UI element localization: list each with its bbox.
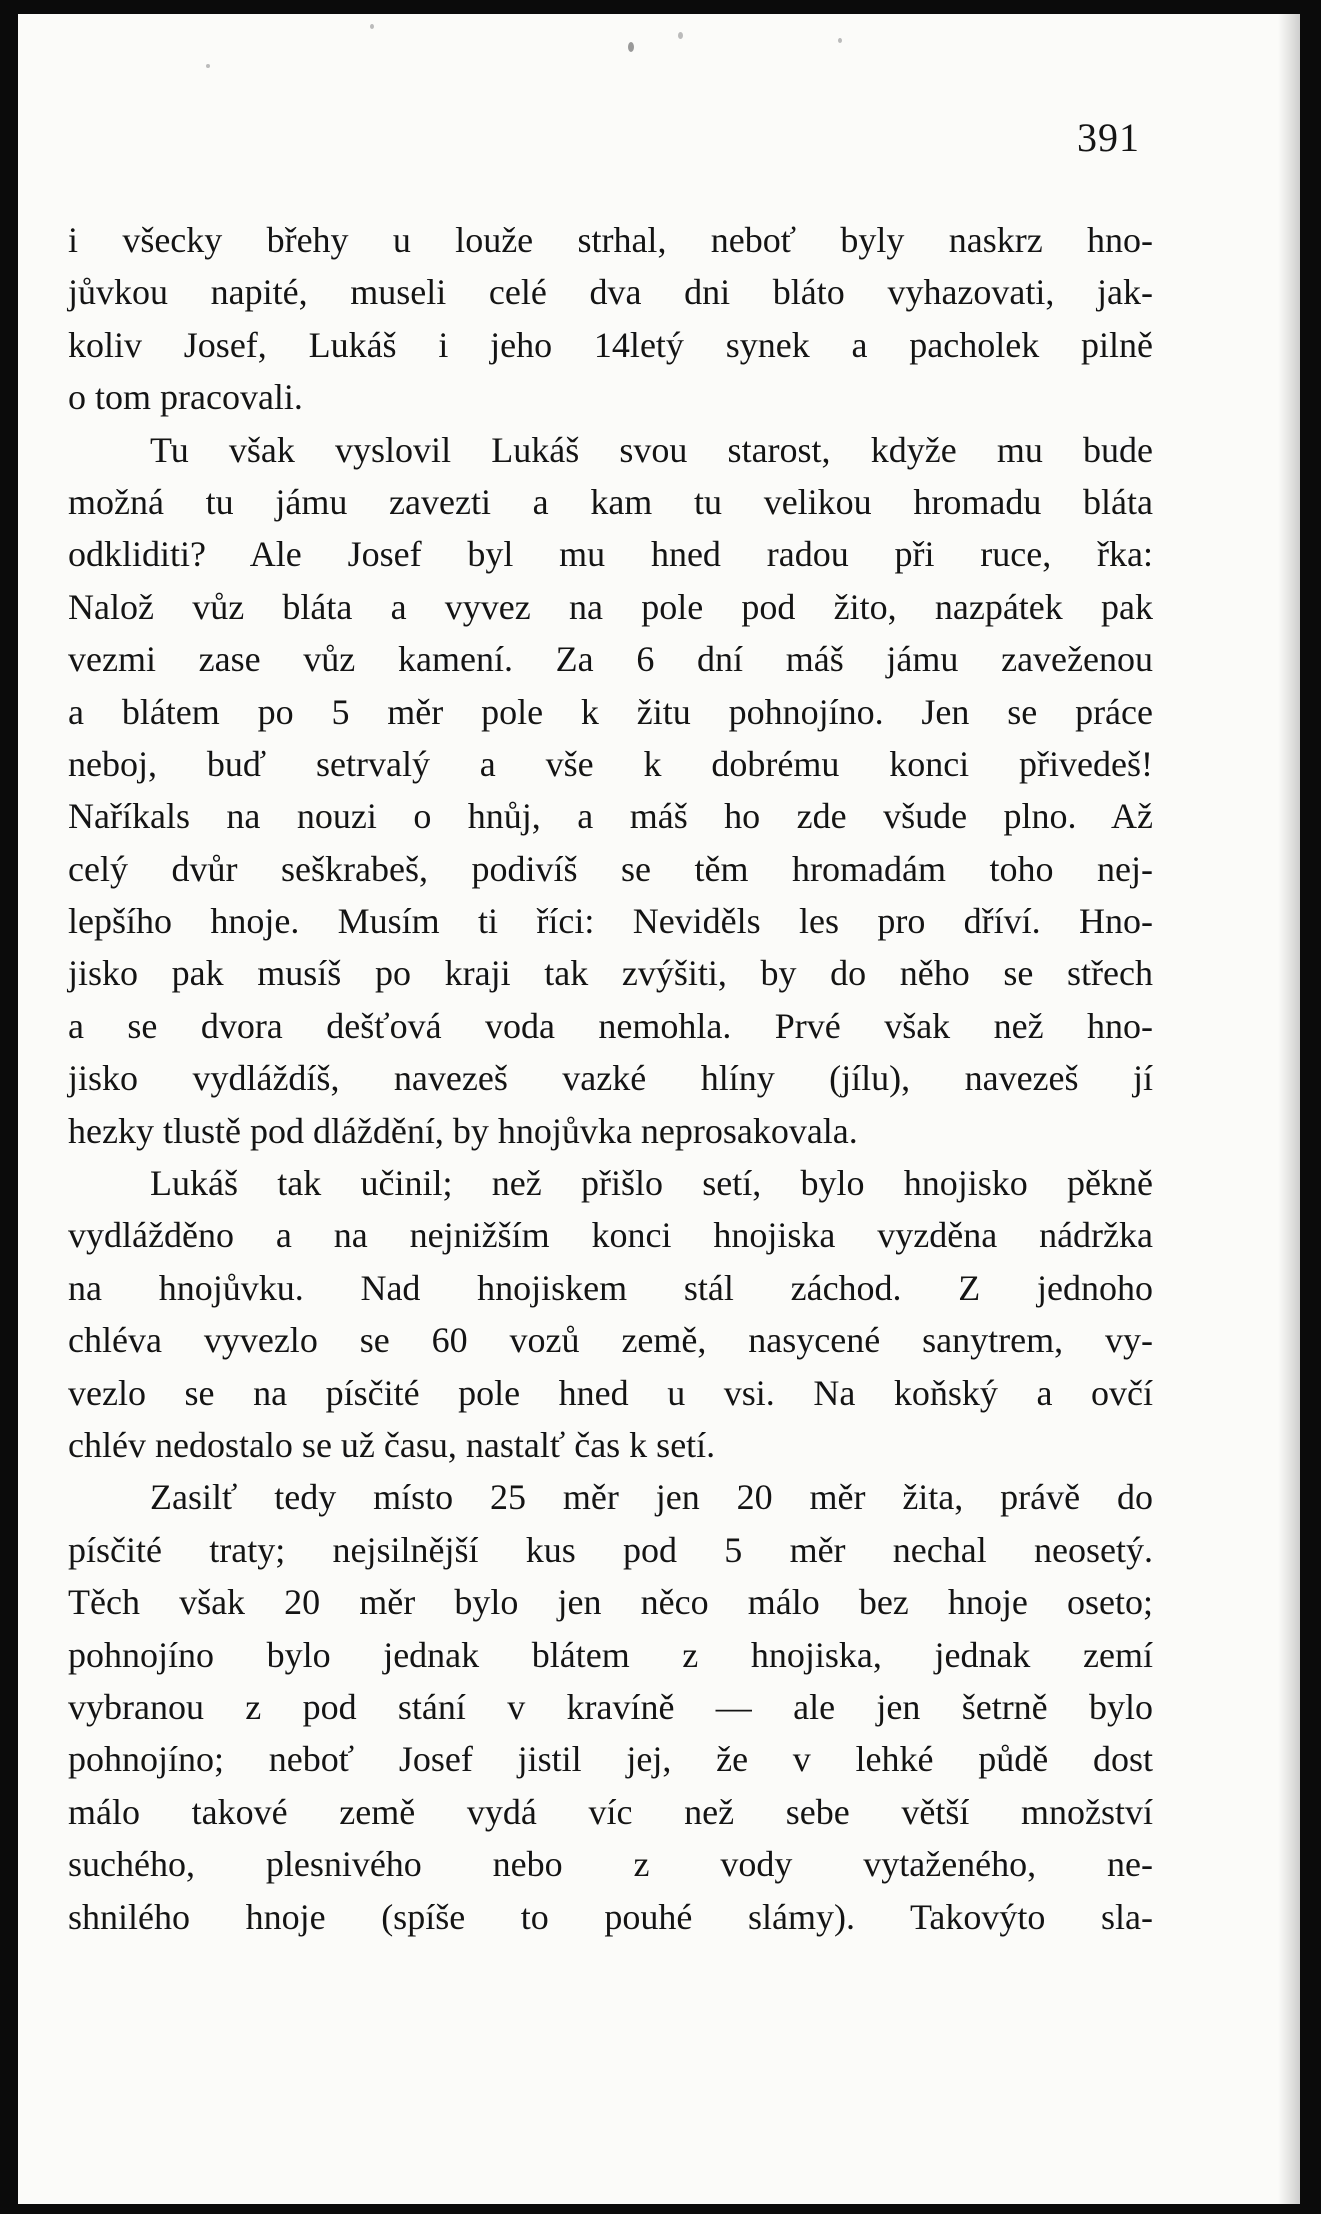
paper-speck [678, 32, 683, 39]
text-line: pohnojíno bylo jednak blátem z hnojiska, jednak zemí [68, 1634, 1153, 1675]
text-line: koliv Josef, Lukáš i jeho 14letý synek a pacholek pilně [68, 324, 1153, 365]
text-line: Těch však 20 měr bylo jen něco málo bez hnoje oseto; [68, 1582, 1153, 1623]
text-line: Tu však vyslovil Lukáš svou starost, kdyže mu bude [150, 429, 1153, 470]
text-line: na hnojůvku. Nad hnojiskem stál záchod. Z jednoho [68, 1267, 1153, 1308]
text-line: a se dvora dešťová voda nemohla. Prvé však než hno- [68, 1005, 1153, 1046]
paper-speck [206, 64, 210, 68]
text-line: lepšího hnoje. Musím ti říci: Neviděls les pro dříví. Hno- [68, 901, 1153, 942]
text-line: možná tu jámu zavezti a kam tu velikou hromadu bláta [68, 481, 1153, 522]
text-line: shnilého hnoje (spíše to pouhé slámy). Takovýto sla- [68, 1896, 1153, 1937]
text-line: odkliditi? Ale Josef byl mu hned radou při ruce, řka: [68, 534, 1153, 575]
text-line: písčité traty; nejsilnější kus pod 5 měr nechal neosetý. [68, 1529, 1153, 1570]
text-line: málo takové země vydá víc než sebe větší množství [68, 1791, 1153, 1832]
page-number: 391 [1077, 115, 1140, 160]
text-line: vezmi zase vůz kamení. Za 6 dní máš jámu zaveženou [68, 639, 1153, 680]
text-line: celý dvůr seškrabeš, podivíš se těm hromadám toho nej- [68, 848, 1153, 889]
text-line: pohnojíno; neboť Josef jistil jej, že v lehké půdě dost [68, 1739, 1153, 1780]
text-line: chlév nedostalo se už času, nastalť čas k setí. [68, 1424, 716, 1465]
paper-speck [628, 42, 634, 52]
body-text [68, 214, 1153, 1943]
text-line: Nalož vůz bláta a vyvez na pole pod žito, nazpátek pak [68, 586, 1153, 627]
text-line: jisko pak musíš po kraji tak zvýšiti, by do něho se střech [68, 953, 1153, 994]
text-line: vezlo se na písčité pole hned u vsi. Na koňský a ovčí [68, 1372, 1153, 1413]
text-line: jůvkou napité, museli celé dva dni bláto vyhazovati, jak- [68, 272, 1153, 313]
text-line: suchého, plesnivého nebo z vody vytaženého, ne- [68, 1844, 1153, 1885]
text-line: chléva vyvezlo se 60 vozů země, nasycené sanytrem, vy- [68, 1320, 1153, 1361]
text-line: o tom pracovali. [68, 377, 303, 418]
text-line: a blátem po 5 měr pole k žitu pohnojíno. Jen se práce [68, 691, 1153, 732]
text-line: vybranou z pod stání v kravíně — ale jen šetrně bylo [68, 1686, 1153, 1727]
text-line: i všecky břehy u louže strhal, neboť byly naskrz hno- [68, 220, 1153, 260]
text-line: Zasilť tedy místo 25 měr jen 20 měr žita, právě do [150, 1477, 1153, 1518]
text-line: Naříkals na nouzi o hnůj, a máš ho zde všude plno. Až [68, 796, 1153, 837]
text-line: jisko vydláždíš, navezeš vazké hlíny (jílu), navezeš jí [68, 1058, 1153, 1099]
text-line: Lukáš tak učinil; než přišlo setí, bylo hnojisko pěkně [150, 1163, 1153, 1204]
book-page [18, 14, 1300, 2204]
paper-speck [838, 38, 842, 43]
page-edge-shadow [1278, 14, 1300, 2204]
text-line: vydlážděno a na nejnižším konci hnojiska vyzděna nádržka [68, 1215, 1153, 1256]
paper-speck [370, 24, 374, 29]
text-line: neboj, buď setrvalý a vše k dobrému konci přivedeš! [68, 743, 1153, 784]
text-line: hezky tlustě pod dláždění, by hnojůvka neprosakovala. [68, 1110, 858, 1151]
